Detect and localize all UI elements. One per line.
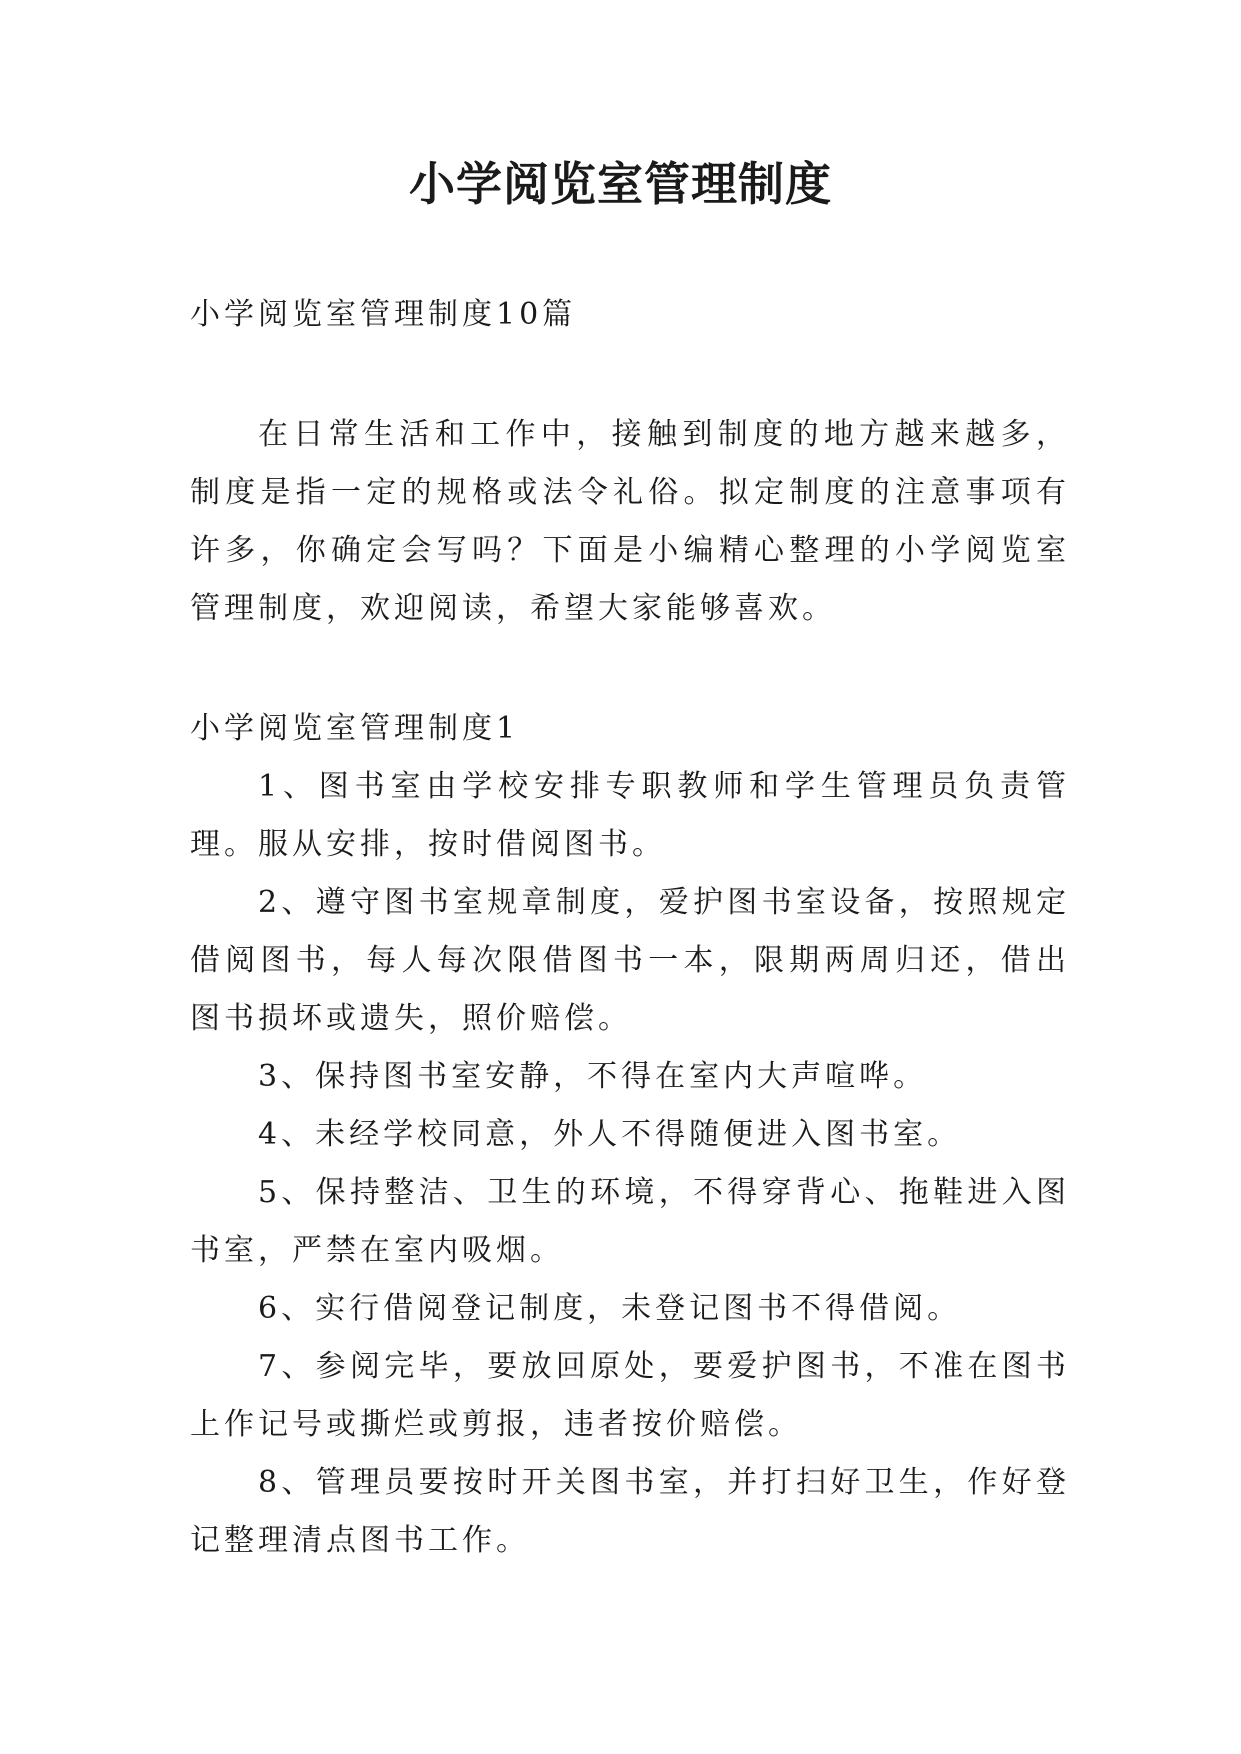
section-heading: 小学阅览室管理制度1	[190, 711, 520, 746]
rule-item-7: 7、参阅完毕，要放回原处，要爱护图书，不准在图书上作记号或撕烂或剪报，违者按价赔偿。	[190, 1349, 1070, 1442]
rule-item-3: 3、保持图书室安静，不得在室内大声喧哗。	[258, 1059, 928, 1094]
document-body	[190, 286, 1070, 1570]
rule-item-2: 2、遵守图书室规章制度，爱护图书室设备，按照规定借阅图书，每人每次限借图书一本，限期两周归还，借出图书损坏或遗失，照价赔偿。	[190, 885, 1070, 1036]
document-title: 小学阅览室管理制度	[409, 157, 832, 211]
document-subtitle: 小学阅览室管理制度10篇	[190, 297, 577, 332]
rule-item-5: 5、保持整洁、卫生的环境，不得穿背心、拖鞋进入图书室，严禁在室内吸烟。	[190, 1175, 1070, 1268]
rule-item-4: 4、未经学校同意，外人不得随便进入图书室。	[258, 1117, 962, 1152]
intro-paragraph: 在日常生活和工作中，接触到制度的地方越来越多，制度是指一定的规格或法令礼俗。拟定制度的注意事项有许多，你确定会写吗？下面是小编精心整理的小学阅览室管理制度，欢迎阅读，希望大家能够喜欢。	[190, 417, 1070, 626]
rule-item-6: 6、实行借阅登记制度，未登记图书不得借阅。	[258, 1291, 962, 1326]
rule-item-1: 1、图书室由学校安排专职教师和学生管理员负责管理。服从安排，按时借阅图书。	[190, 769, 1070, 862]
rule-item-8: 8、管理员要按时开关图书室，并打扫好卫生，作好登记整理清点图书工作。	[190, 1465, 1070, 1558]
